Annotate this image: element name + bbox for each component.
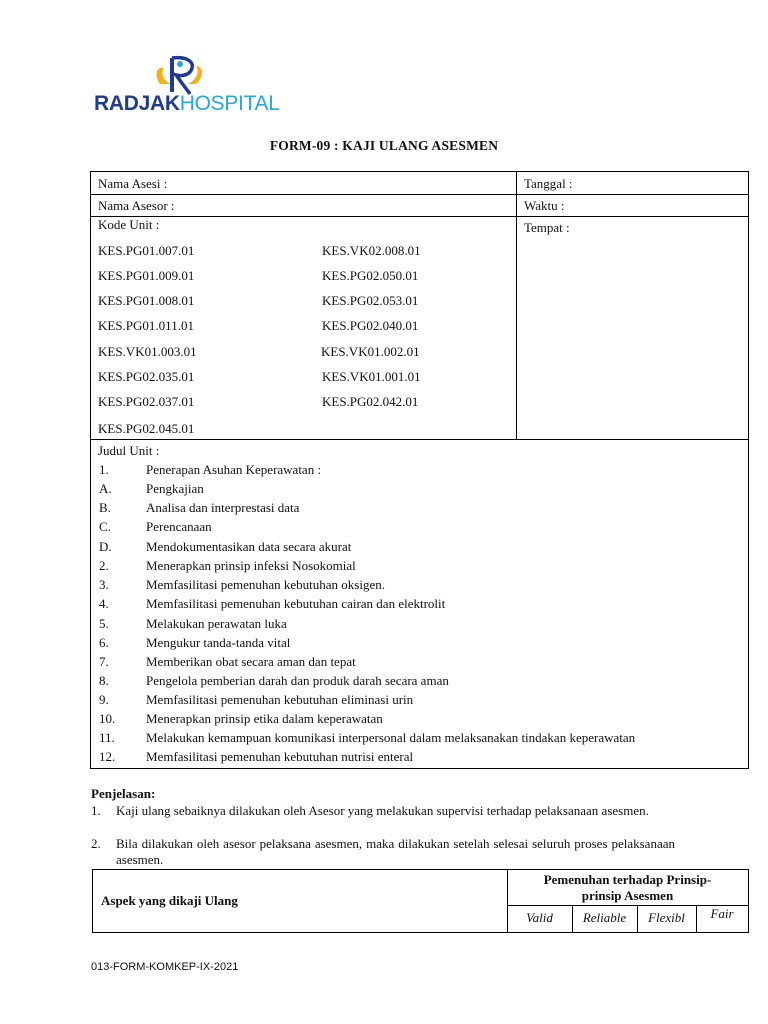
unit-code: KES.PG01.009.01 — [98, 268, 195, 283]
col-valid: Valid — [526, 910, 553, 925]
col-flexibl: Flexibl — [648, 910, 685, 925]
form-title: FORM-09 : KAJI ULANG ASESMEN — [269, 138, 499, 153]
unit-code: KES.PG02.045.01 — [98, 421, 195, 436]
tempat-label: Tempat : — [524, 220, 570, 235]
aspek-table — [92, 869, 749, 933]
waktu-label: Waktu : — [524, 198, 565, 213]
col-reliable: Reliable — [582, 910, 627, 925]
unit-code: KES.PG02.040.01 — [322, 318, 419, 333]
hospital-logo — [94, 54, 280, 124]
unit-code: KES.PG02.035.01 — [98, 369, 195, 384]
unit-code: KES.PG02.042.01 — [322, 394, 419, 409]
unit-code: KES.PG02.050.01 — [322, 268, 419, 283]
col-fair: Fair — [710, 906, 734, 921]
unit-code: KES.PG01.007.01 — [98, 243, 195, 258]
unit-code: KES.PG01.011.01 — [98, 318, 194, 333]
unit-code: KES.PG01.008.01 — [98, 293, 195, 308]
judul-unit-label: Judul Unit : — [98, 443, 160, 458]
penjelasan-heading: Penjelasan: — [91, 786, 156, 801]
form-code-footer: 013-FORM-KOMKEP-IX-2021 — [91, 961, 239, 973]
prinsip-header: Pemenuhan terhadap Prinsip- prinsip Asesmen — [543, 872, 712, 903]
unit-code: KES.VK01.003.01 — [98, 344, 197, 359]
unit-code: KES.PG02.037.01 — [98, 394, 195, 409]
tanggal-label: Tanggal : — [524, 176, 573, 191]
unit-code: KES.VK02.008.01 — [322, 243, 421, 258]
nama-asesor-label: Nama Asesor : — [98, 198, 175, 213]
logo-wordmark: RADJAKHOSPITAL — [94, 92, 280, 115]
nama-asesi-label: Nama Asesi : — [98, 176, 168, 191]
aspek-header: Aspek yang dikaji Ulang — [101, 893, 238, 908]
identity-table: Nama Asesi : Tanggal : Nama Asesor : Waktu : Kode Unit : Tempat : KES.PG01.007.01 KES.PG01.009.01 KES.PG01.008.01 KES.PG01.011.01 KES.VK01.003.01 KES.PG02.035.01 KES.PG02.037.01 KES.PG02.045.01 KES.VK02.008.01 KES.PG02.050.01 KES.PG02.053.01 KES.PG02.040.01 KES.VK01.002.01 KES.VK01.001.01 KES.PG02.042.01 Judul Unit : 1. Penerapan Asuhan Keperawatan : A. Pengkajian B. Analisa dan interprestasi data C. Perencanaan D. Mendokumentasikan data secara akurat 2. Menerapkan prinsip infeksi Nosokomial 3. Memfasilitasi pemenuhan kebutuhan oksigen. 4. Memfasilitasi pemenuhan kebutuhan cairan dan elektrolit 5. Melakukan perawatan luka 6. Mengukur tanda-tanda vital 7. Memberikan obat secara aman dan tepat 8. Pengelola pemberian darah dan produk darah secara aman 9. Memfasilitasi pemenuhan kebutuhan eliminasi urin 10. Menerapkan prinsip etika dalam keperawatan 11. Melakukan kemampuan komunikasi interpersonal dalam melaksanakan tindakan keperawatan 12. Memfasilitasi pemenuhan kebutuhan nutrisi enteral — [90, 171, 749, 769]
unit-code: KES.PG02.053.01 — [322, 293, 419, 308]
kode-unit-label: Kode Unit : — [98, 217, 160, 232]
unit-code: KES.VK01.002.01 — [321, 344, 420, 359]
unit-code: KES.VK01.001.01 — [322, 369, 421, 384]
